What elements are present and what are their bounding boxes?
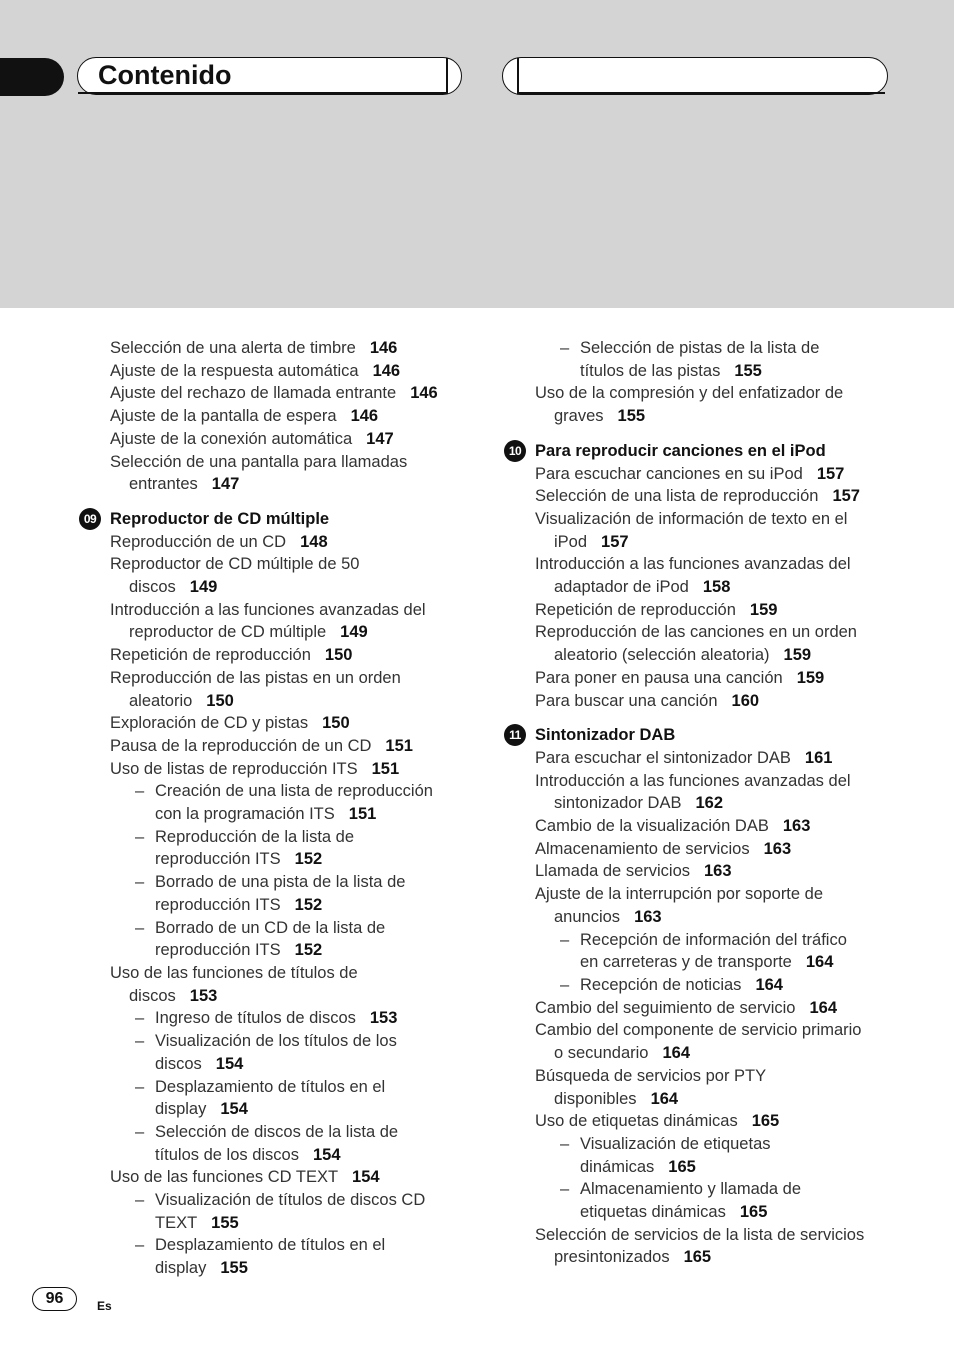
entry-page-number: 155 — [617, 407, 646, 426]
entry-text: en carreteras y de transporte — [580, 953, 792, 972]
header-blank-frame — [502, 57, 888, 95]
entry-page-number: 164 — [809, 998, 837, 1017]
toc-entry[interactable] — [535, 508, 895, 553]
entry-text: Reproducción de la lista de — [155, 827, 355, 846]
entry-text: Uso de listas de reproducción ITS — [110, 759, 358, 778]
entry-page-number: 151 — [385, 736, 413, 755]
entry-text: Uso de las funciones CD TEXT — [110, 1168, 339, 1187]
page-number: 96 — [32, 1287, 77, 1311]
toc-subentry[interactable] — [535, 929, 895, 974]
toc-entry[interactable] — [535, 815, 895, 838]
entry-text: etiquetas dinámicas — [580, 1203, 726, 1222]
entry-text: o secundario — [554, 1044, 649, 1063]
entry-text: Almacenamiento de servicios — [535, 839, 750, 858]
section-title: Reproductor de CD múltiple — [110, 509, 330, 528]
entry-page-number: 165 — [739, 1203, 768, 1222]
entry-page-number: 162 — [695, 794, 724, 813]
entry-page-number: 152 — [294, 941, 323, 960]
entry-text: iPod — [554, 532, 588, 551]
entry-page-number: 160 — [731, 691, 760, 710]
toc-entry[interactable] — [110, 758, 470, 781]
section-heading[interactable] — [83, 508, 470, 531]
entry-text: Para escuchar canciones en su iPod — [535, 464, 803, 483]
entry-page-number: 150 — [324, 646, 353, 665]
toc-entry[interactable] — [110, 667, 470, 712]
entry-page-number: 163 — [763, 839, 792, 858]
entry-text: anuncios — [554, 907, 621, 926]
section-heading[interactable] — [508, 440, 895, 463]
toc-subentry[interactable] — [110, 1234, 470, 1279]
dash-bullet: – — [135, 1236, 145, 1255]
entry-text: display — [155, 1259, 207, 1278]
entry-text: Uso de las funciones de títulos de — [110, 963, 358, 982]
entry-text: títulos de los discos — [155, 1145, 299, 1164]
entry-text: Desplazamiento de títulos en el — [155, 1077, 386, 1096]
toc-entry[interactable] — [110, 1166, 470, 1189]
header-band — [0, 0, 954, 308]
toc-left-column — [83, 337, 470, 1280]
entry-page-number: 149 — [189, 578, 218, 597]
entry-text: Desplazamiento de títulos en el — [155, 1236, 386, 1255]
entry-page-number: 161 — [804, 748, 833, 767]
dash-bullet: – — [560, 1180, 570, 1199]
toc-subentry[interactable] — [535, 974, 895, 997]
dash-bullet: – — [135, 1191, 145, 1210]
toc-right-column — [508, 337, 895, 1269]
dash-bullet: – — [135, 1077, 145, 1096]
entry-text: Ajuste de la conexión automática — [110, 429, 353, 448]
entry-text: Reproducción de las canciones en un orden — [535, 623, 857, 642]
entry-text: Selección de pistas de la lista de — [580, 339, 820, 357]
entry-page-number: 153 — [189, 986, 218, 1005]
dash-bullet: – — [135, 1122, 145, 1141]
entry-text: Pausa de la reproducción de un CD — [110, 736, 372, 755]
entry-text: discos — [129, 986, 176, 1005]
entry-text: Reproductor de CD múltiple de 50 — [110, 555, 360, 574]
language-code: Es — [97, 1299, 112, 1313]
toc-entry[interactable] — [535, 1224, 895, 1269]
toc-subentry[interactable] — [110, 1189, 470, 1234]
entry-text: Repetición de reproducción — [535, 600, 736, 619]
entry-page-number: 158 — [702, 578, 731, 597]
entry-page-number: 149 — [340, 623, 368, 642]
entry-text: Para poner en pausa una canción — [535, 668, 783, 687]
entry-page-number: 164 — [755, 975, 783, 994]
entry-text: Borrado de un CD de la lista de — [155, 918, 386, 937]
entry-text: títulos de las pistas — [580, 361, 721, 380]
toc-subentry[interactable] — [110, 1030, 470, 1075]
dash-bullet: – — [135, 1032, 145, 1051]
toc-entry[interactable] — [535, 382, 895, 427]
toc-subentry[interactable] — [110, 1076, 470, 1121]
entry-text: Cambio de la visualización DAB — [535, 817, 769, 836]
entry-page-number: 147 — [366, 429, 394, 448]
toc-subentry[interactable] — [535, 1178, 895, 1223]
entry-text: Introducción a las funciones avanzadas del — [535, 771, 851, 790]
dash-bullet: – — [135, 1009, 145, 1028]
dash-bullet: – — [135, 873, 145, 892]
entry-page-number: 154 — [313, 1145, 341, 1164]
header-tab-marker — [0, 58, 64, 96]
toc-entry[interactable] — [535, 997, 895, 1020]
entry-page-number: 148 — [300, 532, 328, 551]
entry-text: Cambio del componente de servicio primario — [535, 1021, 862, 1040]
toc-entry[interactable] — [110, 531, 470, 554]
toc-subentry[interactable] — [110, 1121, 470, 1166]
toc-entry[interactable] — [535, 690, 895, 713]
entry-text: Uso de la compresión y del enfatizador de — [535, 384, 844, 403]
entry-text: Selección de discos de la lista de — [155, 1122, 399, 1141]
entry-text: reproductor de CD múltiple — [129, 623, 327, 642]
entry-text: con la programación ITS — [155, 805, 335, 824]
toc-subentry[interactable] — [110, 871, 470, 916]
entry-text: reproducción ITS — [155, 850, 281, 869]
toc-entry[interactable] — [535, 883, 895, 928]
toc-entry[interactable] — [535, 860, 895, 883]
entry-text: discos — [155, 1054, 202, 1073]
entry-text: dinámicas — [580, 1157, 655, 1176]
entry-page-number: 155 — [211, 1213, 239, 1232]
entry-text: adaptador de iPod — [554, 578, 689, 597]
entry-text: Recepción de noticias — [580, 975, 742, 994]
entry-text: Creación de una lista de reproducción — [155, 782, 433, 801]
toc-entry[interactable] — [110, 382, 470, 405]
dash-bullet: – — [135, 918, 145, 937]
entry-page-number: 163 — [782, 817, 811, 836]
entry-page-number: 157 — [816, 464, 845, 483]
entry-text: Visualización de los títulos de los — [155, 1032, 397, 1051]
toc-entry[interactable] — [110, 451, 470, 496]
entry-page-number: 164 — [805, 953, 834, 972]
toc-entry[interactable] — [535, 599, 895, 622]
entry-text: Borrado de una pista de la lista de — [155, 873, 406, 892]
entry-page-number: 150 — [206, 691, 234, 710]
dash-bullet: – — [560, 1134, 570, 1153]
entry-text: Cambio del seguimiento de servicio — [535, 998, 796, 1017]
page-title: Contenido — [98, 60, 232, 90]
toc-entry[interactable] — [110, 405, 470, 428]
entry-text: aleatorio (selección aleatoria) — [554, 646, 770, 665]
toc-entry[interactable] — [535, 747, 895, 770]
entry-text: Recepción de información del tráfico — [580, 930, 847, 949]
entry-text: Visualización de etiquetas — [580, 1134, 771, 1153]
entry-page-number: 155 — [734, 361, 762, 380]
entry-text: Búsqueda de servicios por PTY — [535, 1066, 767, 1085]
toc-subentry[interactable] — [110, 826, 470, 871]
entry-text: Ajuste de la pantalla de espera — [110, 407, 337, 426]
section-number-badge: 10 — [504, 440, 526, 462]
entry-text: disponibles — [554, 1089, 637, 1108]
toc-entry[interactable] — [110, 428, 470, 451]
entry-text: TEXT — [155, 1213, 198, 1232]
entry-text: Para escuchar el sintonizador DAB — [535, 748, 791, 767]
section-title: Para reproducir canciones en el iPod — [535, 441, 826, 460]
entry-page-number: 152 — [294, 850, 323, 869]
entry-text: Exploración de CD y pistas — [110, 714, 309, 733]
toc-entry[interactable] — [110, 360, 470, 383]
entry-text: reproducción ITS — [155, 895, 281, 914]
dash-bullet: – — [135, 782, 145, 801]
entry-text: Ingreso de títulos de discos — [155, 1009, 356, 1028]
section-title: Sintonizador DAB — [535, 726, 676, 745]
entry-text: Uso de etiquetas dinámicas — [535, 1112, 738, 1131]
entry-page-number: 155 — [220, 1259, 248, 1278]
entry-text: Reproducción de las pistas en un orden — [110, 668, 401, 687]
entry-page-number: 147 — [211, 475, 240, 494]
entry-text: Selección de una lista de reproducción — [535, 487, 819, 506]
toc-entry[interactable] — [535, 1110, 895, 1133]
entry-text: Selección de servicios de la lista de servicios — [535, 1225, 865, 1244]
dash-bullet: – — [560, 339, 570, 357]
toc-subentry[interactable] — [110, 917, 470, 962]
entry-page-number: 163 — [634, 907, 662, 926]
entry-text: Para buscar una canción — [535, 691, 718, 710]
toc-entry[interactable] — [535, 1019, 895, 1064]
entry-page-number: 165 — [668, 1157, 696, 1176]
entry-page-number: 146 — [369, 339, 398, 357]
toc-entry[interactable] — [110, 735, 470, 758]
entry-page-number: 150 — [322, 714, 350, 733]
entry-text: Llamada de servicios — [535, 862, 690, 881]
toc-entry[interactable] — [535, 553, 895, 598]
entry-text: Almacenamiento y llamada de — [580, 1180, 802, 1199]
toc-entry[interactable] — [110, 599, 470, 644]
section-number-badge: 09 — [79, 508, 101, 530]
entry-text: Repetición de reproducción — [110, 646, 311, 665]
toc-entry[interactable] — [110, 712, 470, 735]
toc-entry[interactable] — [535, 838, 895, 861]
toc-subentry[interactable] — [535, 337, 895, 382]
toc-entry[interactable] — [535, 463, 895, 486]
entry-text: presintonizados — [554, 1248, 670, 1267]
entry-page-number: 154 — [215, 1054, 244, 1073]
entry-page-number: 153 — [369, 1009, 398, 1028]
entry-page-number: 154 — [352, 1168, 380, 1187]
entry-text: display — [155, 1100, 207, 1119]
entry-page-number: 146 — [410, 384, 438, 403]
toc-entry[interactable] — [110, 553, 470, 598]
entry-text: reproducción ITS — [155, 941, 281, 960]
entry-page-number: 165 — [683, 1248, 712, 1267]
toc-entry[interactable] — [535, 621, 895, 666]
toc-entry[interactable] — [535, 667, 895, 690]
toc-entry[interactable] — [535, 1065, 895, 1110]
entry-text: sintonizador DAB — [554, 794, 682, 813]
section-number-badge: 11 — [504, 724, 526, 746]
entry-page-number: 146 — [372, 361, 401, 380]
entry-page-number: 152 — [294, 895, 323, 914]
entry-text: Introducción a las funciones avanzadas del — [110, 600, 426, 619]
entry-text: Selección de una alerta de timbre — [110, 339, 356, 357]
entry-text: graves — [554, 407, 604, 426]
entry-text: Selección de una pantalla para llamadas — [110, 452, 408, 471]
entry-page-number: 151 — [371, 759, 400, 778]
entry-page-number: 164 — [662, 1044, 691, 1063]
entry-page-number: 159 — [796, 668, 825, 687]
entry-page-number: 157 — [832, 487, 860, 506]
toc-entry[interactable] — [535, 770, 895, 815]
toc-subentry[interactable] — [110, 1007, 470, 1030]
entry-page-number: 157 — [601, 532, 629, 551]
entry-text: Visualización de títulos de discos CD — [155, 1191, 426, 1210]
entry-page-number: 146 — [350, 407, 379, 426]
entry-text: aleatorio — [129, 691, 193, 710]
entry-text: Ajuste de la respuesta automática — [110, 361, 359, 380]
entry-text: Visualización de información de texto en el — [535, 509, 848, 528]
entry-text: Ajuste de la interrupción por soporte de — [535, 885, 824, 904]
dash-bullet: – — [560, 930, 570, 949]
entry-page-number: 151 — [348, 805, 377, 824]
toc-entry[interactable] — [110, 337, 470, 360]
entry-page-number: 159 — [783, 646, 812, 665]
dash-bullet: – — [560, 975, 570, 994]
title-frame — [77, 57, 462, 95]
entry-page-number: 165 — [751, 1112, 780, 1131]
entry-text: entrantes — [129, 475, 198, 494]
toc-subentry[interactable] — [535, 1133, 895, 1178]
entry-text: Ajuste del rechazo de llamada entrante — [110, 384, 397, 403]
toc-subentry[interactable] — [110, 780, 470, 825]
section-heading[interactable] — [509, 724, 895, 747]
entry-page-number: 164 — [650, 1089, 679, 1108]
toc-entry[interactable] — [110, 962, 470, 1007]
entry-text: Introducción a las funciones avanzadas del — [535, 555, 851, 574]
entry-page-number: 159 — [749, 600, 778, 619]
entry-text: discos — [129, 578, 176, 597]
entry-text: Reproducción de un CD — [110, 532, 287, 551]
toc-entry[interactable] — [535, 485, 895, 508]
entry-page-number: 163 — [704, 862, 732, 881]
entry-page-number: 154 — [220, 1100, 248, 1119]
dash-bullet: – — [135, 827, 145, 846]
toc-entry[interactable] — [110, 644, 470, 667]
